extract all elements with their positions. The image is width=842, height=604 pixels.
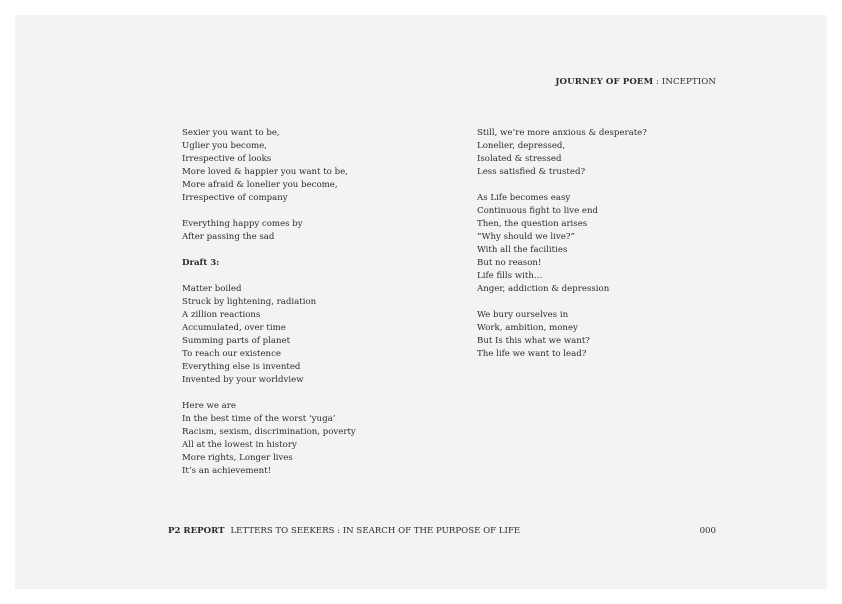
series-title: LETTERS TO SEEKERS : IN SEARCH OF THE PURPOSE OF LIFE bbox=[230, 526, 521, 536]
page-number: 000 bbox=[699, 526, 716, 536]
poem-line: Irrespective of company bbox=[182, 193, 288, 203]
poem-line: But no reason! bbox=[477, 258, 542, 268]
poem-line: As Life becomes easy bbox=[477, 193, 571, 203]
poem-line: Isolated & stressed bbox=[477, 154, 562, 164]
poem-line: Then, the question arises bbox=[477, 219, 588, 229]
poem-line: All at the lowest in history bbox=[182, 440, 297, 450]
poem-line: A zillion reactions bbox=[182, 310, 261, 320]
poem-line: Sexier you want to be, bbox=[182, 128, 280, 138]
poem-line: But Is this what we want? bbox=[477, 336, 590, 346]
poem-line: We bury ourselves in bbox=[477, 310, 569, 320]
poem-line: Life fills with… bbox=[477, 271, 543, 281]
poem-line: Struck by lightening, radiation bbox=[182, 297, 317, 307]
poem-line: Everything happy comes by bbox=[182, 219, 303, 229]
poem-line: Matter boiled bbox=[182, 284, 242, 294]
stanza bbox=[477, 192, 647, 296]
poem-line: Uglier you become, bbox=[182, 141, 268, 151]
poem-line: Work, ambition, money bbox=[477, 323, 578, 333]
stanza bbox=[182, 283, 356, 387]
poem-line: The life we want to lead? bbox=[477, 349, 587, 359]
poem-line: Continuous fight to live end bbox=[477, 206, 599, 216]
draft-label: Draft 3: bbox=[182, 258, 220, 268]
poem-line: More rights, Longer lives bbox=[182, 453, 293, 463]
poem-line: Still, we’re more anxious & desperate? bbox=[477, 128, 647, 138]
poem-line: To reach our existence bbox=[182, 349, 281, 359]
poem-line: Invented by your worldview bbox=[182, 375, 304, 385]
poem-line: “Why should we live?” bbox=[477, 232, 575, 242]
poem-line: Less satisfied & trusted? bbox=[477, 167, 586, 177]
poem-line: In the best time of the worst ‘yuga’ bbox=[182, 414, 336, 424]
header-separator: : bbox=[653, 77, 662, 87]
document-page bbox=[15, 15, 827, 589]
poem-line: After passing the sad bbox=[182, 232, 275, 242]
poem-line: Accumulated, over time bbox=[182, 323, 286, 333]
stanza bbox=[477, 309, 647, 361]
poem-line: Lonelier, depressed, bbox=[477, 141, 566, 151]
report-label: P2 REPORT bbox=[168, 526, 225, 536]
poem-line: Everything else is invented bbox=[182, 362, 301, 372]
poem-line: More afraid & lonelier you become, bbox=[182, 180, 338, 190]
poem-line: Irrespective of looks bbox=[182, 154, 272, 164]
stanza bbox=[182, 218, 356, 244]
poem-line: Anger, addiction & depression bbox=[477, 284, 610, 294]
poem-line: Racism, sexism, discrimination, poverty bbox=[182, 427, 356, 437]
poem-line: Here we are bbox=[182, 401, 236, 411]
stanza bbox=[182, 400, 356, 478]
poem-line: More loved & happier you want to be, bbox=[182, 167, 348, 177]
poem-left-column bbox=[182, 127, 356, 478]
poem-line: Summing parts of planet bbox=[182, 336, 291, 346]
stanza bbox=[477, 127, 647, 179]
page-footer bbox=[168, 526, 520, 536]
poem-right-column bbox=[477, 127, 647, 361]
header-title: JOURNEY OF POEM bbox=[555, 77, 654, 87]
stanza bbox=[182, 127, 356, 205]
poem-line: With all the facilities bbox=[477, 245, 568, 255]
poem-line: It’s an achievement! bbox=[182, 466, 272, 476]
page-header bbox=[555, 77, 716, 87]
header-subtitle: INCEPTION bbox=[661, 77, 716, 87]
